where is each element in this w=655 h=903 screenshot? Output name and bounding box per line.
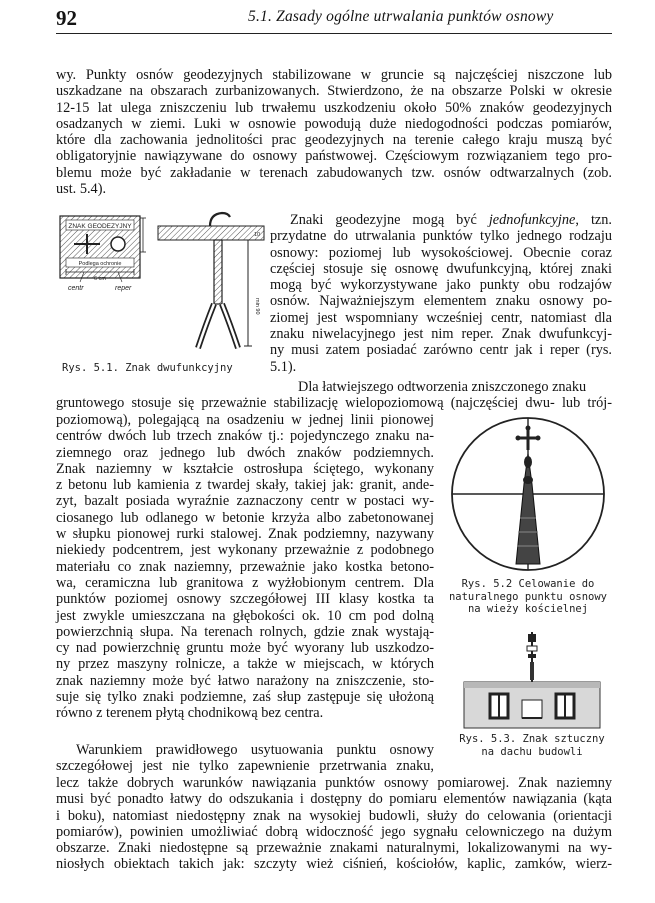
text-line: Znak naziemny w kształcie ostrosłupa ściętego, wykonany	[56, 460, 434, 477]
text-line: pomiarów), powinien umożliwiać dobrą widoczność jego sygnału celowniczego na dużym	[56, 823, 612, 840]
text-line: wy. Punkty osnów geodezyjnych stabilizowane w gruncie są najczęściej niszczone lub	[56, 67, 612, 83]
text-line: blemu może być zakładanie w terenach zabudowanych tzw. osnów odtwarzalnych (zob.	[56, 164, 612, 181]
text-line: lecz także dobrych warunków nawiązania punktów osnowy pomiarowej. Znak naziemny	[56, 775, 612, 791]
church-spire	[516, 454, 540, 564]
text-line: zyt, bazalt posiada wyraźnie zaznaczony centr w postaci wy-	[56, 493, 434, 510]
ground-slab	[158, 226, 264, 240]
text-line: powierzchnią słupa. Na terenach rolnych, gdzie znak wystają-	[56, 623, 434, 640]
sign-label: Podlega ochronie	[78, 261, 122, 267]
reper-circle	[111, 237, 125, 251]
paragraph-3-top	[56, 379, 612, 412]
text-line: ziemnego oraz jednego lub dwóch znaków podziemnych.	[56, 444, 434, 461]
text-line: uszkadzane na obszarach zurbanizowanych. Stwierdzono, że na obszarze Polski w okresie	[56, 83, 612, 100]
text-line: szczegółowej jest nie tylko zapewnienie przetrwania znaku,	[56, 758, 434, 775]
text-line: obszarze. Znaki niedostępne są przeważnie znakami naturalnymi, lokalizowanymi na wy-	[56, 840, 612, 857]
text-line: centrów dwóch lub trzech znaków tj.: pojedynczego znaku na-	[56, 428, 434, 445]
text-line: osnowy: poziomej lub wysokościowej. Obecnie coraz	[270, 244, 612, 261]
text-line: 12-15 lat ulega zniszczeniu lub trwałemu uszkodzeniu około 50% znaków geodezyjnych	[56, 99, 612, 116]
caption-line: Rys. 5.2 Celowanie do	[461, 578, 595, 590]
text-line: poziomową), polegającą na osadzeniu w jednej linii pionowej	[56, 412, 434, 428]
text-line: materiału co znak naziemny, przeważnie jako kostka betono-	[56, 558, 434, 575]
text-line: niosłych obiektach takich jak: szczyty wież ciśnień, kościołów, kaplic, zamków, wierz-	[56, 856, 612, 873]
text-line: ust. 5.4).	[56, 181, 107, 198]
svg-text:10: 10	[254, 232, 261, 238]
text-line: równo z terenem płytą chodnikową bez centra.	[56, 705, 324, 722]
text-line: częściej stosuje się osnowę dwufunkcyjną, której znaki	[270, 260, 612, 277]
mark-cap	[210, 213, 230, 226]
caption-line: na dachu budowli	[481, 745, 583, 758]
page-header	[56, 6, 612, 32]
svg-text:min 90: min 90	[254, 298, 260, 315]
caption-line: Rys. 5.3. Znak sztuczny	[459, 733, 605, 745]
text-line: Warunkiem prawidłowego usytuowania punktu osnowy	[76, 742, 434, 758]
text-line: mogą być wykorzystywane jako punkty obu rodzajów	[270, 277, 612, 294]
text-line: punktów poziomej osnowy szczegółowej III klasy kostka ta	[56, 591, 434, 608]
text-line: Dla łatwiejszego odtworzenia zniszczonego znaku	[298, 379, 587, 395]
text-line: ziomej jest wspomniany wcześniej centr, natomiast dla	[270, 309, 612, 326]
text-line: jest zwykle umieszczana na głębokości ok. 10 cm pod dolną	[56, 607, 434, 624]
italic-term: jednofunkcyjne	[488, 212, 576, 228]
text-line: przydatne do utrwalania punktów tylko jednego rodzaju	[270, 228, 612, 245]
figure-dual-function-mark	[60, 208, 265, 358]
paragraph-3	[56, 412, 434, 722]
text-line: i boku), natomiast niedostępny znak na wysokiej budowli, służy do celowania (orientacji	[56, 807, 612, 824]
caption-line: naturalnego punktu osnowy	[448, 590, 608, 603]
header-rule	[56, 33, 612, 34]
reper-label: reper	[115, 285, 132, 292]
figure-5-2-caption	[444, 578, 612, 616]
paragraph-4	[56, 775, 612, 873]
text-line: wa, ceramiczna lub granitowa z wyżłobionym centrem. Dla	[56, 574, 434, 591]
paragraph-2	[270, 212, 612, 375]
text-line: znaku niwelacyjnego jest nim reper. Znak dwufunkcyj-	[270, 326, 612, 343]
page-number: 92	[56, 6, 77, 30]
text-line: Znaki geodezyjne mogą być jednofunkcyjne, tzn.	[290, 212, 612, 228]
svg-text:6 cm: 6 cm	[94, 276, 106, 282]
figure-roof-mark	[464, 630, 600, 728]
mark-post	[214, 240, 222, 304]
figure-church-tower-sighting	[444, 414, 612, 572]
plate-label: ZNAK GEODEZYJNY	[68, 223, 132, 230]
text-line: suje się tylko znaki podziemne, zaś słup zastępuje się ułożoną	[56, 689, 434, 706]
text-line: 5.1).	[270, 358, 297, 375]
paragraph-1	[56, 67, 612, 197]
paragraph-4-lead	[56, 742, 434, 775]
running-title: 5.1. Zasady ogólne utrwalania punktów osnowy	[248, 8, 554, 25]
text-line: niekiedy podcentrem, jest wykonany przeważnie z podobnego	[56, 542, 434, 559]
caption-line: na wieży kościelnej	[467, 603, 589, 616]
text-line: znak naziemny może być łatwo narażony na zniszczenie, sto-	[56, 672, 434, 689]
text-line: które dla zachowania jednolitości prac geodezyjnych na terenie całego kraju muszą być	[56, 132, 612, 149]
figure-5-1-caption: Rys. 5.1. Znak dwufunkcyjny	[62, 362, 233, 374]
text-line: z betonu lub kamienia z twardej skały, takiej jak: granit, ande-	[56, 477, 434, 494]
text-line: obligatoryjnie nawiązywane do osnowy państwowej. Częściowym rozwiązaniem tego pro-	[56, 148, 612, 165]
text-line: osnów. Najważniejszym elementem znaku osnowy po-	[270, 293, 612, 310]
centr-label: centr	[68, 285, 84, 292]
text-line: cy nad powierzchnię gruntu może być wyorany lub uszkodzo-	[56, 640, 434, 657]
figure-5-3-caption	[448, 733, 616, 758]
text-line: osadzanych w ziemi. Luki w osnowie powodują duże niedogodności podczas pomiarów,	[56, 115, 612, 132]
text-line: ny musi zatem posiadać zarówno centr jak i reper (rys.	[270, 342, 612, 359]
text-line: gruntowego stosuje się przeważnie stabilizację wielopoziomową (najczęściej dwu- lub trój-	[56, 395, 612, 412]
text-line: ciosanego lub odlanego w betonie krzyża albo zabetonowanej	[56, 509, 434, 526]
text-line: ny przez maszyny rolnicze, a także w miejscach, w których	[56, 656, 434, 673]
text-line: w słupku pionowej rurki stalowej. Znak podziemny, nazywany	[56, 526, 434, 543]
text-line: musi być ponadto łatwy do odszukania i dostępny do pomiaru elementów nawiązania (kąta	[56, 791, 612, 808]
